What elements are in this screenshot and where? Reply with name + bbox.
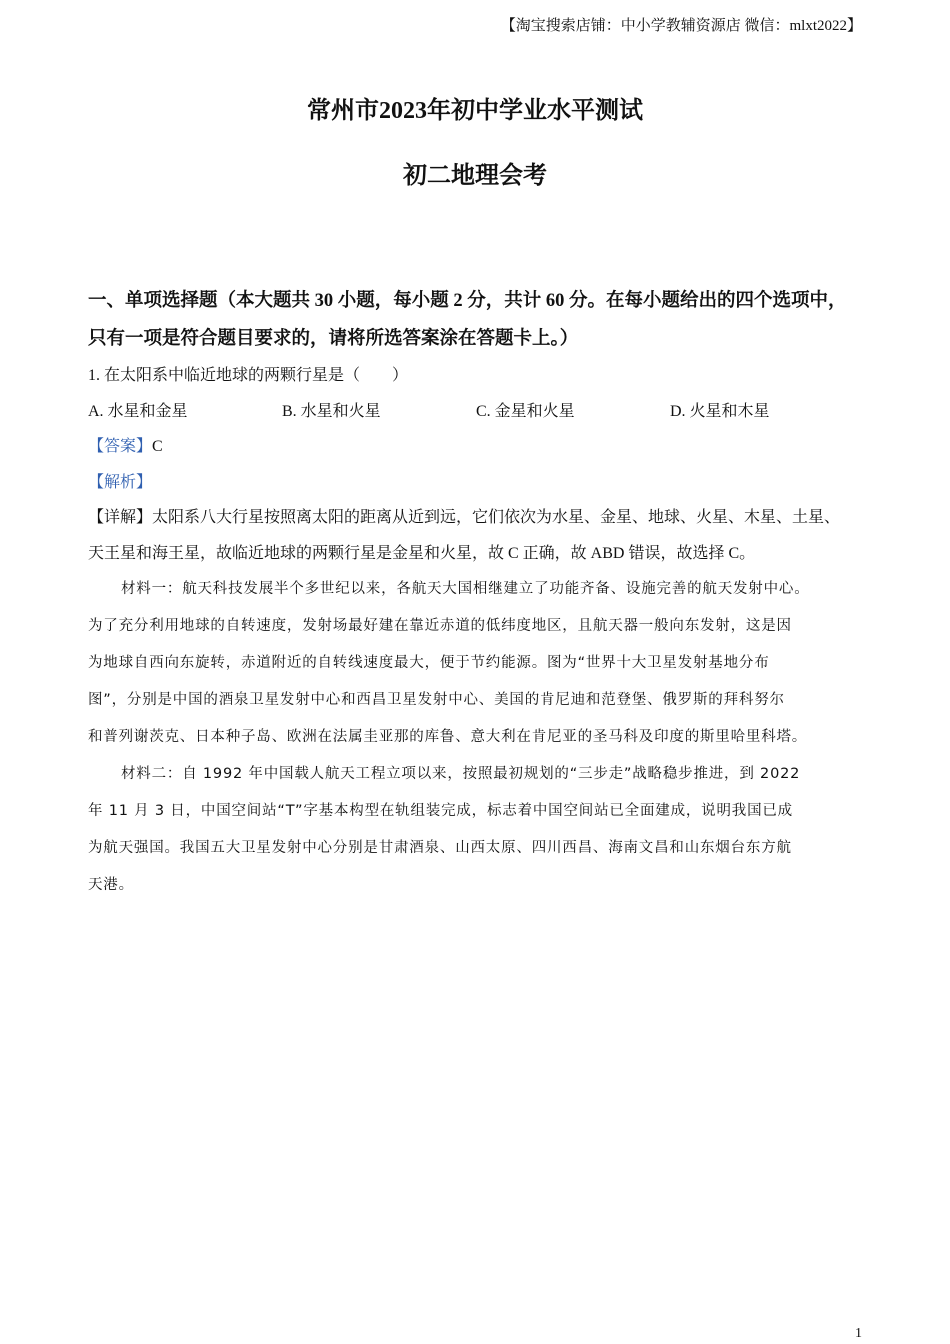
answer-tag: 【答案】 [88,438,153,455]
question-options [88,394,868,430]
section-heading-line2: 只有一项是符合题目要求的，请将所选答案涂在答题卡上。） [88,329,579,349]
material1-line4: 图”，分别是中国的酒泉卫星发射中心和西昌卫星发射中心、美国的肯尼迪和范登堡、俄罗斯的拜科努尔 [88,692,785,708]
header-note: 【淘宝搜索店铺：中小学教辅资源店 微信：mlxt2022】 [500,18,862,34]
option-a: A. 水星和金星 [88,402,188,420]
analysis-tag: 【解析】 [88,473,153,491]
detail-text-1: 太阳系八大行星按照离太阳的距离从近到远，它们依次为水星、金星、地球、火星、木星、土星、 [152,509,841,526]
answer-line [88,429,868,465]
detail-tag: 【详解】 [88,509,153,526]
page-number: 1 [855,1326,862,1341]
material1-line2: 为了充分利用地球的自转速度，发射场最好建在靠近赤道的低纬度地区，且航天器一般向东发射，这是因 [88,618,792,634]
material2-line1: 材料二：自 1992 年中国载人航天工程立项以来，按照最初规划的“三步走”战略稳步推进，到 2022 [121,766,801,782]
section-heading-line1: 一、单项选择题（本大题共 30 小题，每小题 2 分，共计 60 分。在每小题给出的四个选项中， [88,291,847,311]
material2-line3: 为航天强国。我国五大卫星发射中心分别是甘肃酒泉、山西太原、四川西昌、海南文昌和山东烟台东方航 [88,840,792,856]
question-stem: 1. 在太阳系中临近地球的两颗行星是（ ） [88,367,409,384]
option-d: D. 火星和木星 [670,402,770,420]
material2-line4: 天港。 [88,877,134,893]
option-b: B. 水星和火星 [282,402,381,420]
detail-line2: 天王星和海王星，故临近地球的两颗行星是金星和火星，故 C 正确，故 ABD 错误，故选择 C。 [88,544,756,562]
material1-line5: 和普列谢茨克、日本种子岛、欧洲在法属圭亚那的库鲁、意大利在肯尼亚的圣马科及印度的斯里哈里科塔。 [88,729,808,745]
option-c: C. 金星和火星 [476,402,575,420]
document-body [88,282,868,904]
material1-line1: 材料一：航天科技发展半个多世纪以来，各航天大国相继建立了功能齐备、设施完善的航天发射中心。 [121,581,810,597]
detail-line1 [88,500,868,536]
page-title: 常州市2023年初中学业水平测试 [307,98,643,124]
material2-line2: 年 11 月 3 日，中国空间站“T”字基本构型在轨组装完成，标志着中国空间站已全面建成，说明我国已成 [88,803,793,819]
page-subtitle: 初二地理会考 [403,163,547,189]
analysis-line [88,465,868,501]
material1-line3: 为地球自西向东旋转，赤道附近的自转线速度最大，便于节约能源。图为“世界十大卫星发射基地分布 [88,655,770,671]
answer-value: C [152,438,163,455]
